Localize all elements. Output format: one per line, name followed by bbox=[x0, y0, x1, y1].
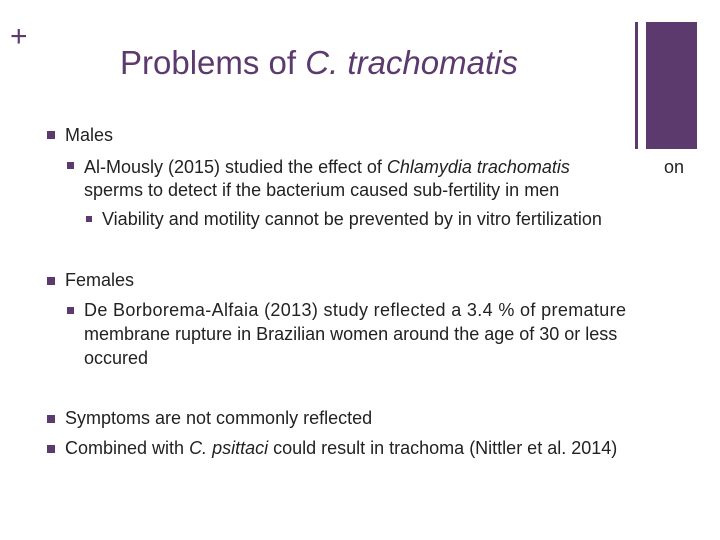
plus-mark: + bbox=[10, 20, 28, 53]
females-study-line2: membrane rupture in Brazilian women around the age of 30 or less bbox=[84, 324, 618, 344]
title-prefix: Problems of bbox=[120, 44, 306, 81]
males-heading: Males bbox=[65, 125, 114, 145]
combined-species: C. psittaci bbox=[189, 438, 269, 458]
combined-prefix: Combined with bbox=[65, 438, 190, 458]
males-sub-point: Viability and motility cannot be prevented by in vitro fertilization bbox=[102, 209, 602, 229]
males-study-text bbox=[84, 155, 570, 179]
bullet-symptoms bbox=[47, 415, 55, 423]
bullet-females-study bbox=[67, 307, 74, 314]
slide-title bbox=[120, 44, 518, 82]
males-study-line2: sperms to detect if the bacterium caused sub-fertility in men bbox=[84, 180, 560, 200]
bullet-combined bbox=[47, 445, 55, 453]
females-study-line3: occured bbox=[84, 348, 149, 368]
combined-text bbox=[65, 437, 617, 460]
combined-suffix: could result in trachoma (Nittler et al. 2014) bbox=[268, 438, 618, 458]
symptoms-text: Symptoms are not commonly reflected bbox=[65, 408, 373, 428]
accent-bar-thin bbox=[635, 22, 638, 149]
females-study-line1: De Borborema-Alfaia (2013) study reflected a 3.4 % of premature bbox=[84, 300, 627, 320]
males-study-a: Al-Mously (2015) studied the effect of bbox=[84, 157, 387, 177]
males-study-line1 bbox=[84, 155, 684, 179]
bullet-females bbox=[47, 277, 55, 285]
males-study-species: Chlamydia trachomatis bbox=[386, 157, 570, 177]
accent-bar-thick bbox=[646, 22, 697, 149]
females-heading: Females bbox=[65, 270, 135, 290]
title-italic: C. trachomatis bbox=[305, 44, 518, 81]
bullet-males-study bbox=[67, 162, 74, 169]
bullet-males bbox=[47, 131, 55, 139]
males-study-b: on bbox=[663, 157, 684, 177]
bullet-males-sub bbox=[86, 216, 92, 222]
